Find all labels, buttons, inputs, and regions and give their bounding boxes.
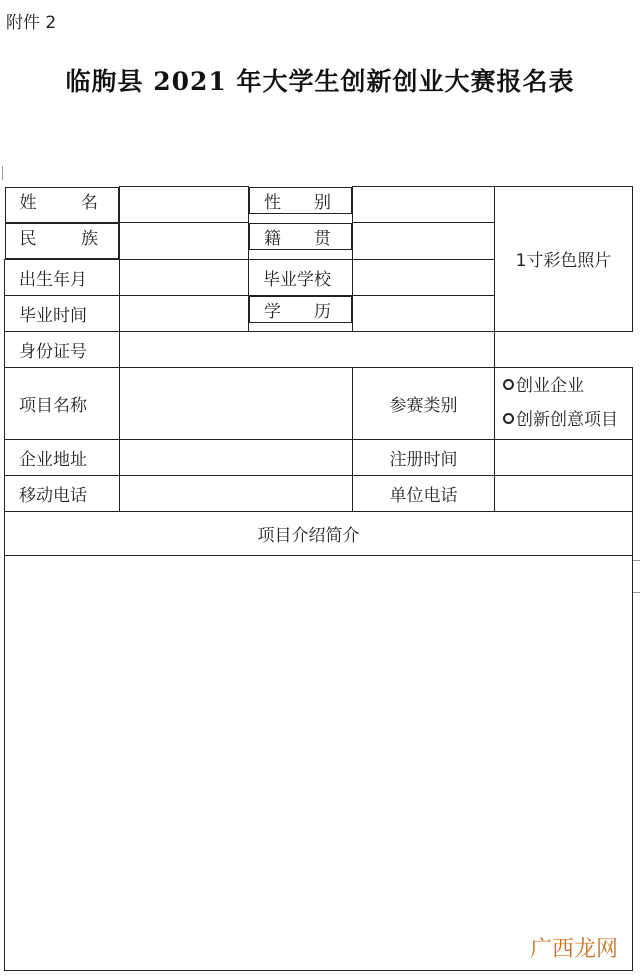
option-innovation[interactable]: 创新创意项目 bbox=[503, 403, 632, 437]
page-title: 临朐县 2021 年大学生创新创业大赛报名表 bbox=[65, 67, 575, 96]
category-label: 参赛类别 bbox=[353, 367, 495, 439]
work-phone-label: 单位电话 bbox=[353, 475, 495, 511]
school-label: 毕业学校 bbox=[249, 259, 353, 295]
native-place-label: 籍 贯 bbox=[249, 223, 352, 250]
school-field[interactable] bbox=[353, 259, 495, 295]
id-number-field[interactable] bbox=[120, 331, 495, 367]
project-intro-heading: 项目介绍简介 bbox=[5, 511, 633, 555]
margin-tick bbox=[2, 166, 3, 180]
margin-tick-right bbox=[632, 560, 640, 561]
education-field[interactable] bbox=[353, 295, 495, 331]
ethnicity-field[interactable] bbox=[120, 223, 249, 260]
birth-field[interactable] bbox=[120, 259, 249, 295]
mobile-field[interactable] bbox=[120, 475, 353, 511]
mobile-label: 移动电话 bbox=[5, 475, 120, 511]
name-field[interactable] bbox=[120, 187, 249, 223]
gender-label: 性 别 bbox=[249, 187, 352, 214]
radio-icon bbox=[503, 379, 514, 390]
photo-box[interactable]: 1寸彩色照片 bbox=[495, 187, 633, 332]
education-label: 学 历 bbox=[249, 296, 352, 323]
native-place-field[interactable] bbox=[353, 223, 495, 260]
gender-field[interactable] bbox=[353, 187, 495, 223]
radio-icon bbox=[503, 413, 514, 424]
register-time-field[interactable] bbox=[495, 439, 633, 475]
id-number-label: 身份证号 bbox=[5, 331, 120, 367]
project-name-label: 项目名称 bbox=[5, 367, 120, 439]
margin-tick-right bbox=[632, 592, 640, 593]
name-label: 姓 名 bbox=[5, 187, 120, 223]
grad-time-field[interactable] bbox=[120, 295, 249, 331]
ethnicity-label: 民 族 bbox=[5, 223, 120, 259]
company-address-field[interactable] bbox=[120, 439, 353, 475]
work-phone-field[interactable] bbox=[495, 475, 633, 511]
register-time-label: 注册时间 bbox=[353, 439, 495, 475]
grad-time-label: 毕业时间 bbox=[5, 295, 120, 331]
category-options bbox=[495, 367, 633, 439]
registration-form bbox=[4, 186, 633, 971]
project-name-field[interactable] bbox=[120, 367, 353, 439]
attachment-label: 附件 2 bbox=[6, 13, 57, 33]
company-address-label: 企业地址 bbox=[5, 439, 120, 475]
watermark: 广西龙网 bbox=[529, 937, 618, 962]
option-startup[interactable]: 创业企业 bbox=[503, 369, 632, 403]
project-intro-field[interactable] bbox=[5, 555, 633, 970]
birth-label: 出生年月 bbox=[5, 259, 120, 295]
blank-cell bbox=[495, 331, 633, 367]
